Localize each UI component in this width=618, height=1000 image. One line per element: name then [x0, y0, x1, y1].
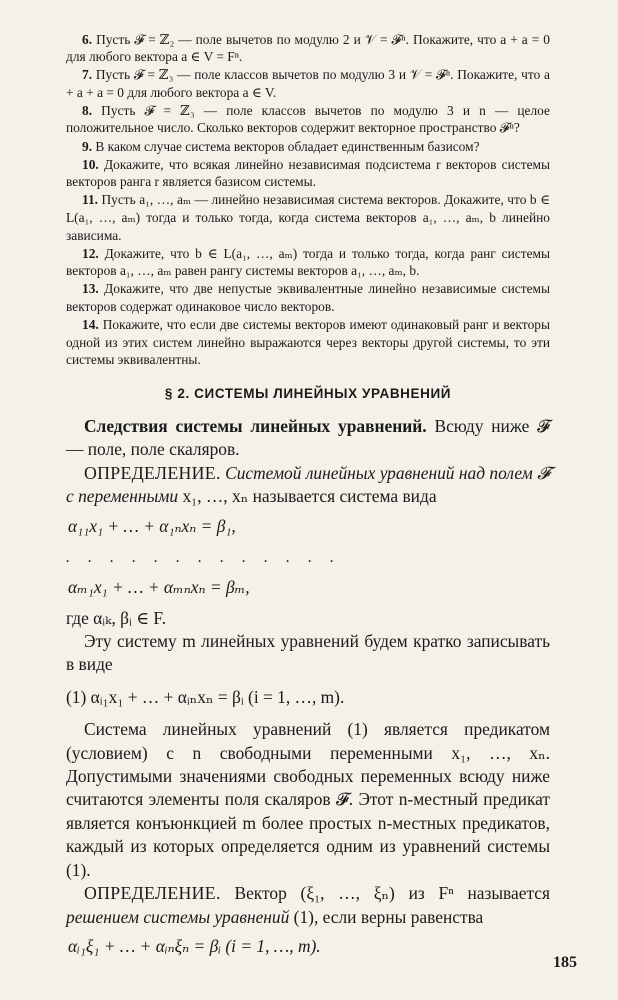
- definition-1: [66, 462, 550, 509]
- definition-label: ОПРЕДЕЛЕНИЕ.: [84, 883, 221, 904]
- exercise-number: 8.: [82, 102, 93, 118]
- exercise-text: Докажите, что две непустые эквивалентные линейно независимые системы векторов содержат одинаковое число векторов.: [66, 281, 550, 314]
- equation-solution: αᵢ₁ξ₁ + … + αᵢₙξₙ = βᵢ (i = 1, …, m).: [68, 935, 321, 956]
- exercise-text: Пусть 𝓕 = ℤ₃ — поле классов вычетов по модулю 3 и n — целое положительное число. Сколько векторов содержит векторное пространство 𝓕ⁿ?: [66, 102, 550, 136]
- system-equation-last: αₘ₁x₁ + … + αₘₙxₙ = βₘ,: [68, 577, 250, 598]
- definition-2: [66, 882, 550, 929]
- exercise-text: Пусть a₁, …, aₘ — линейно независимая система векторов. Докажите, что b ∈ L(a₁, …, aₘ) тогда и только тогда, когда система векторов a₁, …, aₘ, b линейно зависима.: [66, 192, 550, 243]
- exercise-item: [66, 31, 550, 66]
- exercise-number: 7.: [82, 67, 93, 83]
- page-content: [66, 30, 550, 958]
- exercise-number: 10.: [82, 156, 99, 172]
- exercise-text: Покажите, что если две системы векторов имеют одинаковый ранг и векторы одной из этих систем линейно выражаются через векторы другой системы, то эти системы эквивалентны.: [66, 317, 550, 368]
- section-body: [66, 415, 550, 959]
- predicate-paragraph: Система линейных уравнений (1) является предикатом (условием) с n свободными переменными x₁, …, xₙ. Допустимыми значениями свободных переменных всюду ниже считаются элементы поля скаляров 𝓕. Этот n-местный предикат является конъюнкцией m более простых n-местных предикатов, каждый из которых определяется одним из уравнений системы (1).: [66, 719, 550, 880]
- exercise-item: [66, 138, 550, 156]
- exercise-item: [66, 191, 550, 244]
- exercise-item: [66, 66, 550, 101]
- intro-paragraph: [66, 415, 550, 462]
- exercise-text: Докажите, что b ∈ L(a₁, …, aₘ) тогда и только тогда, когда ранг системы векторов a₁, …, aₘ равен рангу системы векторов a₁, …, aₘ, b.: [66, 245, 550, 279]
- exercise-number: 13.: [82, 281, 99, 297]
- exercise-item: [66, 102, 550, 137]
- exercise-number: 12.: [82, 245, 99, 261]
- where-clause: где αᵢₖ, βᵢ ∈ F.: [66, 607, 167, 628]
- exercise-item: [66, 316, 550, 369]
- definition-text: Вектор (ξ₁, …, ξₙ) из Fⁿ называется: [220, 883, 550, 904]
- exercise-number: 11.: [82, 192, 98, 208]
- exercise-list: [66, 31, 550, 369]
- definition-term: Системой линейных уравнений над полем 𝓕 с переменными: [66, 462, 550, 506]
- definition-text: x₁, …, xₙ называется система вида: [178, 486, 437, 506]
- short-form-paragraph: Эту систему m линейных уравнений будем кратко записывать в виде: [66, 631, 550, 675]
- intro-bold-heading: Следствия системы линейных уравнений.: [84, 415, 427, 436]
- exercise-item: [66, 245, 550, 280]
- exercise-number: 14.: [82, 317, 99, 332]
- exercise-text: Пусть 𝓕 = ℤ₂ — поле вычетов по модулю 2 и 𝒱 = 𝓕ⁿ. Покажите, что a + a = 0 для любого вектора a ∈ V = Fⁿ.: [66, 31, 550, 65]
- page-number: 185: [553, 954, 577, 971]
- exercise-text: В каком случае система векторов обладает единственным базисом?: [95, 138, 480, 154]
- exercise-text: Пусть 𝓕 = ℤ₃ — поле классов вычетов по модулю 3 и 𝒱 = 𝓕ⁿ. Покажите, что a + a + a = 0 для любого вектора a ∈ V.: [66, 67, 550, 100]
- definition-term: решением системы уравнений: [66, 906, 290, 927]
- system-equation-first: α₁₁x₁ + … + α₁ₙxₙ = β₁,: [68, 516, 236, 537]
- intro-text: Всюду ниже 𝓕 — поле, поле скаляров.: [66, 415, 550, 460]
- equation-1: (1) αᵢ₁x₁ + … + αᵢₙxₙ = βᵢ (i = 1, …, m).: [66, 686, 345, 707]
- exercise-number: 6.: [82, 31, 93, 47]
- exercise-item: [66, 156, 550, 191]
- definition-text-end: (1), если верны равенства: [289, 906, 484, 927]
- exercise-item: [66, 280, 550, 315]
- exercise-number: 9.: [82, 138, 93, 154]
- system-ellipsis-row: . . . . . . . . . . . . .: [66, 548, 341, 566]
- section-heading: § 2. СИСТЕМЫ ЛИНЕЙНЫХ УРАВНЕНИЙ: [164, 385, 452, 401]
- definition-label: ОПРЕДЕЛЕНИЕ.: [84, 462, 221, 483]
- exercise-text: Докажите, что всякая линейно независимая подсистема r векторов системы векторов ранга r является базисом системы.: [66, 156, 550, 190]
